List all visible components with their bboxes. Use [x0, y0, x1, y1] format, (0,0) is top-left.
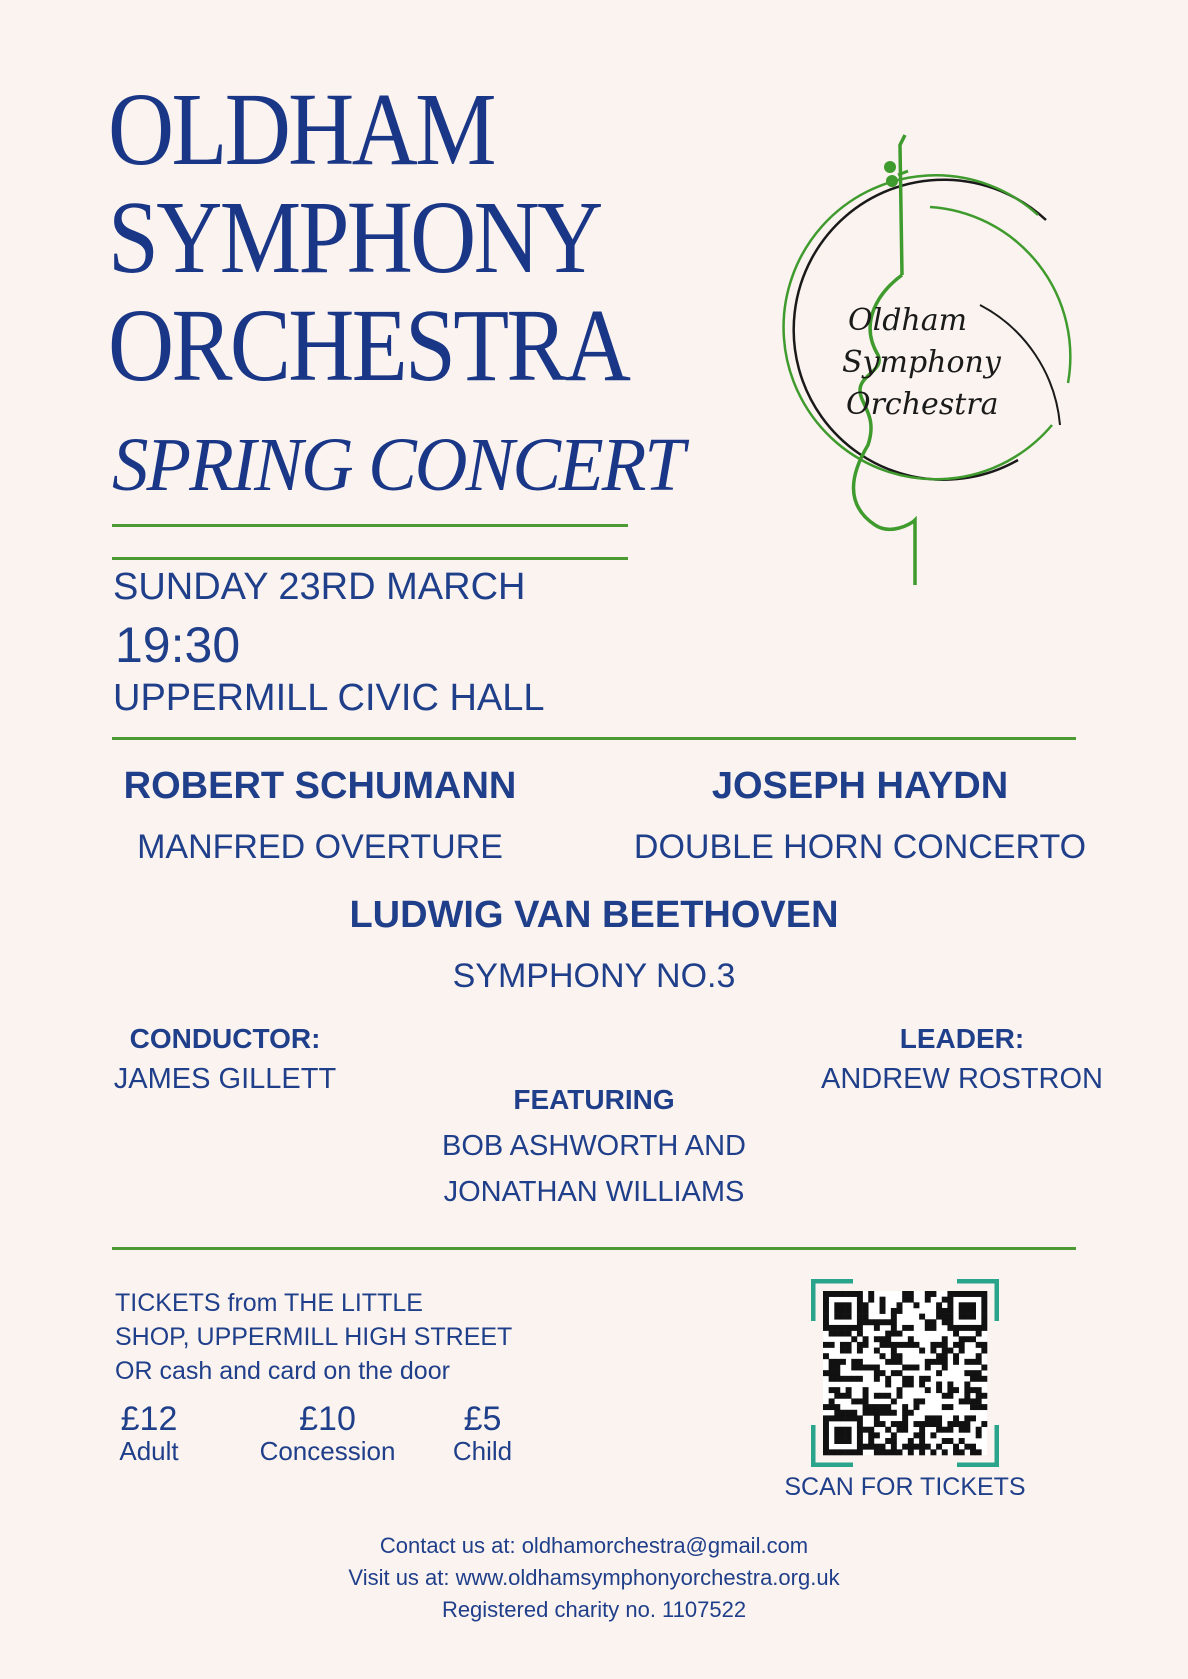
featuring-line-1: BOB ASHWORTH AND — [441, 1130, 747, 1162]
tickets-line-1: TICKETS from THE LITTLE — [115, 1289, 423, 1317]
logo-line-2: Symphony — [842, 345, 1001, 380]
featuring-label: FEATURING — [513, 1084, 675, 1115]
logo-line-1: Oldham — [848, 303, 968, 338]
price-adult-amount: £12 — [120, 1400, 178, 1438]
conductor-name: JAMES GILLETT — [113, 1063, 337, 1095]
leader-label: LEADER: — [899, 1023, 1025, 1054]
tickets-info — [115, 1286, 512, 1388]
conductor-label: CONDUCTOR: — [129, 1023, 321, 1054]
logo-line-3: Orchestra — [846, 387, 999, 422]
price-child — [440, 1402, 525, 1467]
orchestra-logo — [750, 125, 1090, 595]
divider-bottom — [112, 1247, 1076, 1250]
price-child-type: Child — [452, 1436, 513, 1466]
qr-code-icon — [811, 1279, 999, 1467]
logo-text — [842, 300, 1022, 426]
divider-top-1 — [112, 524, 628, 527]
work-horn-concerto: DOUBLE HORN CONCERTO — [633, 828, 1087, 866]
composer-beethoven: LUDWIG VAN BEETHOVEN — [349, 894, 839, 936]
qr-code[interactable] — [811, 1279, 999, 1467]
price-child-amount: £5 — [463, 1400, 502, 1438]
work-manfred: MANFRED OVERTURE — [137, 828, 503, 866]
tickets-line-3: OR cash and card on the door — [115, 1357, 450, 1385]
leader-name: ANDREW ROSTRON — [821, 1063, 1103, 1095]
footer-visit: Visit us at: www.oldhamsymphonyorchestra.org.uk — [348, 1565, 840, 1590]
price-adult-type: Adult — [119, 1436, 179, 1466]
divider-top-2 — [112, 557, 628, 560]
price-concession-type: Concession — [259, 1436, 396, 1466]
scan-for-tickets-label: SCAN FOR TICKETS — [784, 1473, 1026, 1501]
title-line-1: OLDHAM — [108, 72, 494, 187]
featuring-line-2: JONATHAN WILLIAMS — [443, 1176, 745, 1208]
concert-subtitle: SPRING CONCERT — [112, 423, 684, 507]
title-line-2: SYMPHONY — [108, 180, 601, 295]
event-time: 19:30 — [115, 617, 241, 673]
event-date: SUNDAY 23RD MARCH — [113, 566, 526, 608]
composer-schumann: ROBERT SCHUMANN — [123, 765, 517, 807]
price-adult — [100, 1402, 198, 1467]
title-line-3: ORCHESTRA — [108, 288, 629, 403]
price-concession-amount: £10 — [299, 1400, 356, 1438]
composer-haydn: JOSEPH HAYDN — [711, 765, 1009, 807]
event-venue: UPPERMILL CIVIC HALL — [113, 677, 545, 719]
work-symphony-3: SYMPHONY NO.3 — [452, 957, 736, 995]
footer-charity: Registered charity no. 1107522 — [441, 1597, 747, 1622]
divider-middle — [112, 737, 1076, 740]
footer-contact: Contact us at: oldhamorchestra@gmail.com — [379, 1533, 809, 1558]
tickets-line-2: SHOP, UPPERMILL HIGH STREET — [115, 1323, 513, 1351]
price-concession — [240, 1402, 415, 1467]
